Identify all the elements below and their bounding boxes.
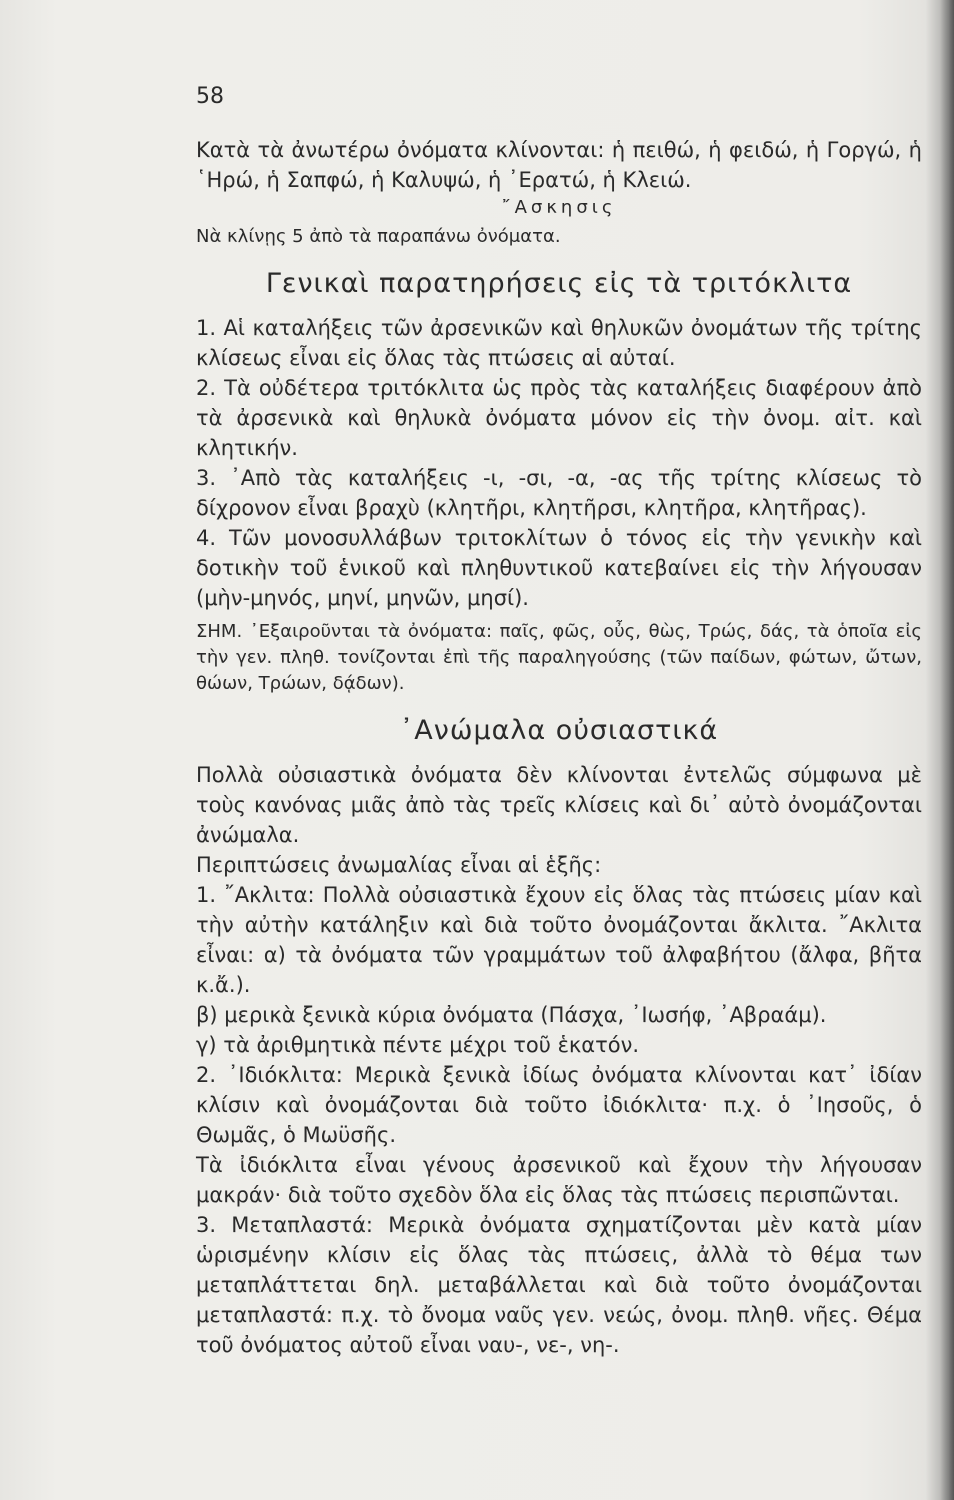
general-item-4: 4. Τῶν μονοσυλλάβων τριτοκλίτων ὁ τόνος εἰς τὴν γενικὴν καὶ δοτικὴν τοῦ ἑνικοῦ καὶ πληθυντικοῦ κατεβαίνει εἰς τὴν λήγουσαν (μὴν-μηνός, μηνί, μηνῶν, μησί). [196, 526, 922, 610]
intro-paragraph: Κατὰ τὰ ἀνωτέρω ὀνόματα κλίνονται: ἡ πειθώ, ἡ φειδώ, ἡ Γοργώ, ἡ ῾Ηρώ, ἡ Σαπφώ, ἡ Καλυψώ, ἡ ᾿Ερατώ, ἡ Κλειώ. [196, 138, 922, 192]
general-item-1: 1. Αἱ καταλήξεις τῶν ἀρσενικῶν καὶ θηλυκῶν ὀνομάτων τῆς τρίτης κλίσεως εἶναι εἰς ὅλας τὰς πτώσεις αἱ αὐταί. [196, 316, 922, 370]
general-item-3: 3. ᾿Απὸ τὰς καταλήξεις -ι, -σι, -α, -ας τῆς τρίτης κλίσεως τὸ δίχρονον εἶναι βραχὺ (κλητῆρι, κλητῆρσι, κλητῆρα, κλητῆρας). [196, 466, 922, 520]
irregular-section-title: ᾿Ανώμαλα οὐσιαστικά [399, 715, 719, 746]
irregular-intro: Πολλὰ οὐσιαστικὰ ὀνόματα δὲν κλίνονται ἐντελῶς σύμφωνα μὲ τοὺς κανόνας μιᾶς ἀπὸ τὰς τρεῖς κλίσεις καὶ δι᾿ αὐτὸ ὀνομάζονται ἀνώμαλα. [196, 763, 922, 847]
irregular-item-1: 1. ῎Ακλιτα: Πολλὰ οὐσιαστικὰ ἔχουν εἰς ὅλας τὰς πτώσεις μίαν καὶ τὴν αὐτὴν κατάληξιν καὶ διὰ τοῦτο ὀνομάζονται ἄκλιτα. ῎Ακλιτα εἶναι: α) τὰ ὀνόματα τῶν γραμμάτων τοῦ ἀλφαβήτου (ἄλφα, βῆτα κ.ἄ.). [196, 883, 922, 997]
general-section-title: Γενικαὶ παρατηρήσεις εἰς τὰ τριτόκλιτα [265, 268, 853, 299]
irregular-item-2: 2. ᾿Ιδιόκλιτα: Μερικὰ ξενικὰ ἰδίως ὀνόματα κλίνονται κατ᾿ ἰδίαν κλίσιν καὶ ὀνομάζονται διὰ τοῦτο ἰδιόκλιτα· π.χ. ὁ ᾿Ιησοῦς, ὁ Θωμᾶς, ὁ Μωϋσῆς. [196, 1063, 922, 1147]
general-note: ΣΗΜ. ᾿Εξαιροῦνται τὰ ὀνόματα: παῖς, φῶς, οὖς, θὼς, Τρώς, δάς, τὰ ὁποῖα εἰς τὴν γεν. πληθ. τονίζονται ἐπὶ τῆς παραληγούσης (τῶν παίδων, φώτων, ὤτων, θώων, Τρώων, δᾴδων). [196, 621, 922, 694]
general-item-2: 2. Τὰ οὐδέτερα τριτόκλιτα ὡς πρὸς τὰς καταλήξεις διαφέρουν ἀπὸ τὰ ἀρσενικὰ καὶ θηλυκὰ ὀνόματα μόνον εἰς τὴν ὀνομ. αἰτ. καὶ κλητικήν. [196, 376, 922, 460]
page-content [196, 84, 922, 1360]
irregular-item-3: 3. Μεταπλαστά: Μερικὰ ὀνόματα σχηματίζονται μὲν κατὰ μίαν ὡρισμένην κλίσιν εἰς ὅλας τὰς πτώσεις, ἀλλὰ τὸ θέμα των μεταπλάττεται δηλ. μεταβάλλεται καὶ διὰ τοῦτο ὀνομάζονται μεταπλαστά: π.χ. τὸ ὄνομα ναῦς γεν. νεώς, ὀνομ. πληθ. νῆες. Θέμα τοῦ ὀνόματος αὐτοῦ εἶναι ναυ-, νε-, νη-. [196, 1213, 922, 1357]
irregular-item-1b: β) μερικὰ ξενικὰ κύρια ὀνόματα (Πάσχα, ᾿Ιωσήφ, ᾿Αβραάμ). [196, 1003, 827, 1027]
irregular-cases-heading: Περιπτώσεις ἀνωμαλίας εἶναι αἱ ἑξῆς: [196, 853, 602, 877]
exercise-heading: ῎Ασκησις [501, 197, 617, 218]
irregular-item-1c: γ) τὰ ἀριθμητικὰ πέντε μέχρι τοῦ ἑκατόν. [196, 1033, 640, 1057]
exercise-text: Νὰ κλίνῃς 5 ἀπὸ τὰ παραπάνω ὀνόματα. [196, 226, 561, 247]
page-number: 58 [196, 84, 224, 109]
page-edge-shadow [940, 0, 954, 1500]
irregular-item-2b: Τὰ ἰδιόκλιτα εἶναι γένους ἀρσενικοῦ καὶ ἔχουν τὴν λήγουσαν μακράν· διὰ τοῦτο σχεδὸν ὅλα εἰς ὅλας τὰς πτώσεις περισπῶνται. [196, 1153, 922, 1207]
